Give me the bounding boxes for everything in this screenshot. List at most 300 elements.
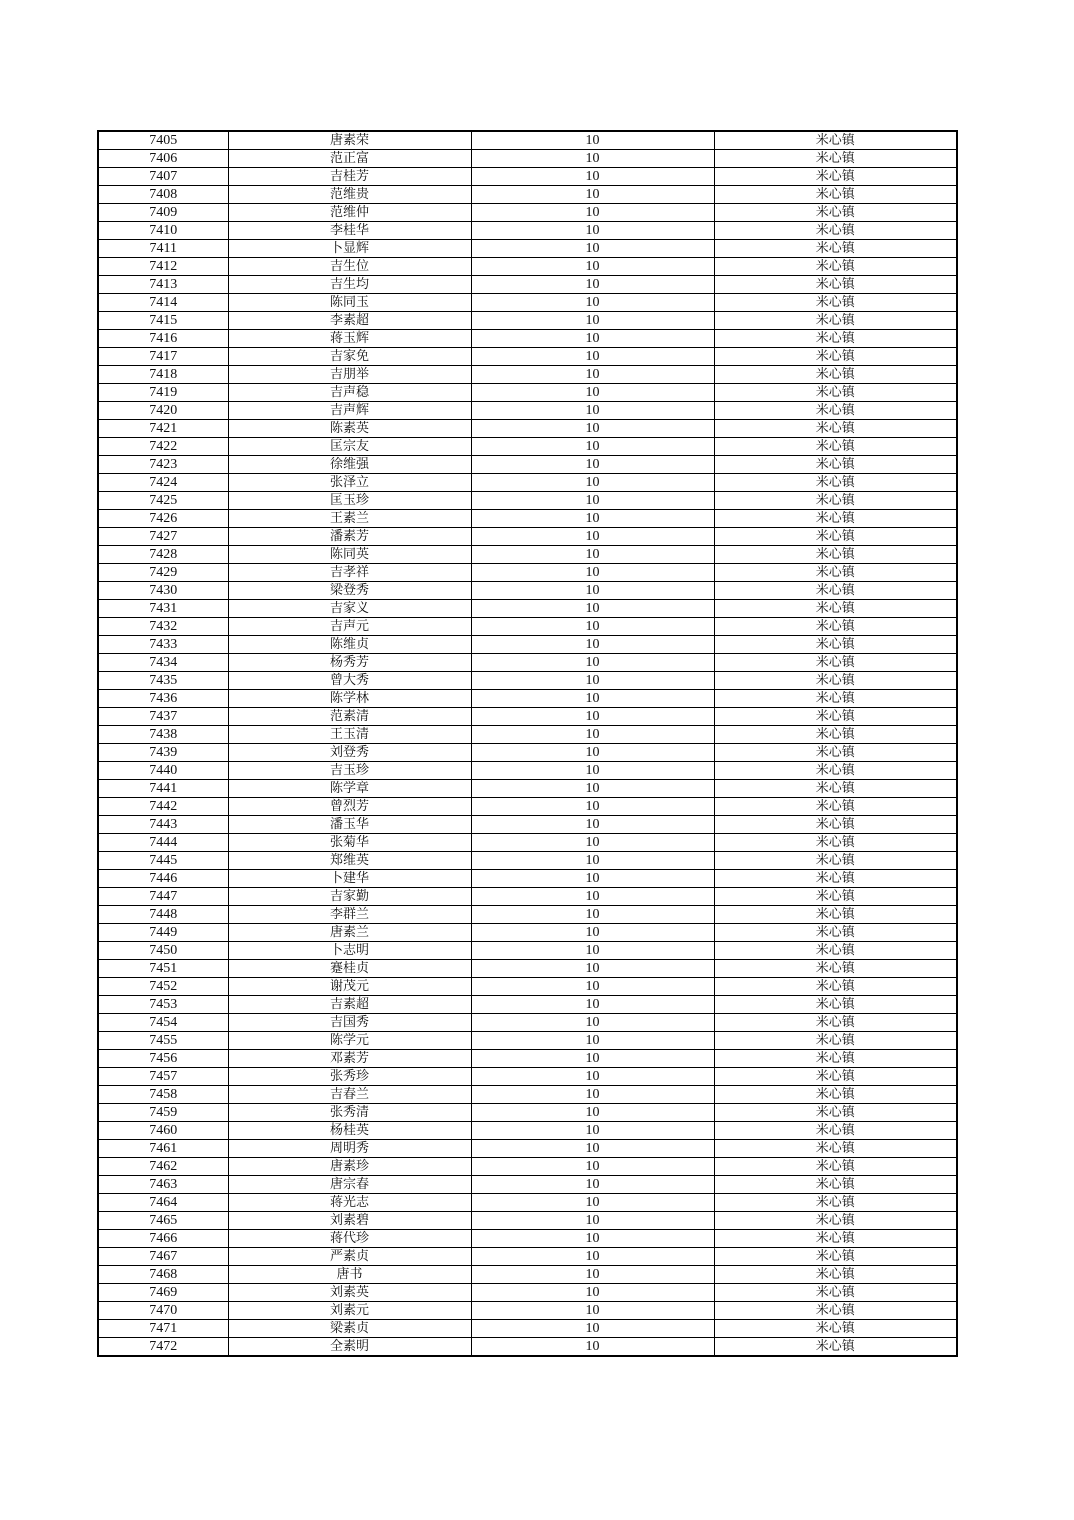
town-cell: 米心镇 (714, 762, 957, 780)
table-row (98, 888, 957, 906)
row-number-cell: 7435 (98, 672, 228, 690)
row-number-cell: 7433 (98, 636, 228, 654)
roster-table-body (98, 131, 957, 1356)
town-cell: 米心镇 (714, 672, 957, 690)
name-cell: 卜建华 (228, 870, 471, 888)
row-number-cell: 7416 (98, 330, 228, 348)
amount-cell: 10 (471, 528, 714, 546)
row-number-cell: 7422 (98, 438, 228, 456)
amount-cell: 10 (471, 258, 714, 276)
row-number-cell: 7440 (98, 762, 228, 780)
town-cell: 米心镇 (714, 258, 957, 276)
town-cell: 米心镇 (714, 1266, 957, 1284)
table-row (98, 1284, 957, 1302)
amount-cell: 10 (471, 366, 714, 384)
name-cell: 杨秀芳 (228, 654, 471, 672)
amount-cell: 10 (471, 852, 714, 870)
row-number-cell: 7463 (98, 1176, 228, 1194)
name-cell: 陈学林 (228, 690, 471, 708)
name-cell: 吉孝祥 (228, 564, 471, 582)
row-number-cell: 7408 (98, 186, 228, 204)
row-number-cell: 7449 (98, 924, 228, 942)
table-row (98, 1014, 957, 1032)
table-row (98, 492, 957, 510)
name-cell: 吉素超 (228, 996, 471, 1014)
row-number-cell: 7469 (98, 1284, 228, 1302)
table-row (98, 960, 957, 978)
amount-cell: 10 (471, 978, 714, 996)
name-cell: 范维仲 (228, 204, 471, 222)
table-row (98, 852, 957, 870)
amount-cell: 10 (471, 618, 714, 636)
amount-cell: 10 (471, 744, 714, 762)
row-number-cell: 7453 (98, 996, 228, 1014)
roster-table (97, 130, 958, 1357)
town-cell: 米心镇 (714, 402, 957, 420)
name-cell: 蹇桂贞 (228, 960, 471, 978)
name-cell: 杨桂英 (228, 1122, 471, 1140)
table-row (98, 600, 957, 618)
town-cell: 米心镇 (714, 834, 957, 852)
town-cell: 米心镇 (714, 1104, 957, 1122)
amount-cell: 10 (471, 312, 714, 330)
town-cell: 米心镇 (714, 528, 957, 546)
amount-cell: 10 (471, 276, 714, 294)
town-cell: 米心镇 (714, 744, 957, 762)
table-row (98, 1320, 957, 1338)
town-cell: 米心镇 (714, 600, 957, 618)
table-row (98, 1050, 957, 1068)
amount-cell: 10 (471, 690, 714, 708)
amount-cell: 10 (471, 906, 714, 924)
name-cell: 范正富 (228, 150, 471, 168)
name-cell: 吉家勤 (228, 888, 471, 906)
row-number-cell: 7448 (98, 906, 228, 924)
row-number-cell: 7439 (98, 744, 228, 762)
amount-cell: 10 (471, 474, 714, 492)
town-cell: 米心镇 (714, 888, 957, 906)
row-number-cell: 7427 (98, 528, 228, 546)
name-cell: 吉玉珍 (228, 762, 471, 780)
amount-cell: 10 (471, 1140, 714, 1158)
row-number-cell: 7431 (98, 600, 228, 618)
table-row (98, 1194, 957, 1212)
row-number-cell: 7456 (98, 1050, 228, 1068)
amount-cell: 10 (471, 564, 714, 582)
name-cell: 郑维英 (228, 852, 471, 870)
town-cell: 米心镇 (714, 1338, 957, 1357)
amount-cell: 10 (471, 1104, 714, 1122)
table-row (98, 348, 957, 366)
name-cell: 刘登秀 (228, 744, 471, 762)
name-cell: 刘素英 (228, 1284, 471, 1302)
name-cell: 张秀清 (228, 1104, 471, 1122)
amount-cell: 10 (471, 1338, 714, 1357)
town-cell: 米心镇 (714, 168, 957, 186)
table-row (98, 924, 957, 942)
town-cell: 米心镇 (714, 131, 957, 150)
amount-cell: 10 (471, 204, 714, 222)
table-row (98, 1104, 957, 1122)
amount-cell: 10 (471, 294, 714, 312)
row-number-cell: 7425 (98, 492, 228, 510)
name-cell: 吉声元 (228, 618, 471, 636)
row-number-cell: 7429 (98, 564, 228, 582)
town-cell: 米心镇 (714, 510, 957, 528)
town-cell: 米心镇 (714, 240, 957, 258)
name-cell: 王玉清 (228, 726, 471, 744)
name-cell: 谢茂元 (228, 978, 471, 996)
town-cell: 米心镇 (714, 1320, 957, 1338)
amount-cell: 10 (471, 1068, 714, 1086)
row-number-cell: 7436 (98, 690, 228, 708)
town-cell: 米心镇 (714, 1248, 957, 1266)
amount-cell: 10 (471, 1248, 714, 1266)
table-row (98, 384, 957, 402)
town-cell: 米心镇 (714, 438, 957, 456)
amount-cell: 10 (471, 420, 714, 438)
amount-cell: 10 (471, 996, 714, 1014)
table-row (98, 186, 957, 204)
amount-cell: 10 (471, 870, 714, 888)
town-cell: 米心镇 (714, 276, 957, 294)
name-cell: 全素明 (228, 1338, 471, 1357)
town-cell: 米心镇 (714, 546, 957, 564)
table-row (98, 690, 957, 708)
table-row (98, 762, 957, 780)
row-number-cell: 7428 (98, 546, 228, 564)
name-cell: 范素清 (228, 708, 471, 726)
row-number-cell: 7462 (98, 1158, 228, 1176)
name-cell: 唐素珍 (228, 1158, 471, 1176)
town-cell: 米心镇 (714, 1050, 957, 1068)
row-number-cell: 7468 (98, 1266, 228, 1284)
amount-cell: 10 (471, 960, 714, 978)
name-cell: 陈学元 (228, 1032, 471, 1050)
town-cell: 米心镇 (714, 1014, 957, 1032)
name-cell: 唐素荣 (228, 131, 471, 150)
amount-cell: 10 (471, 1086, 714, 1104)
name-cell: 吉朋举 (228, 366, 471, 384)
name-cell: 吉家义 (228, 600, 471, 618)
table-row (98, 1266, 957, 1284)
row-number-cell: 7472 (98, 1338, 228, 1357)
table-row (98, 834, 957, 852)
town-cell: 米心镇 (714, 798, 957, 816)
town-cell: 米心镇 (714, 726, 957, 744)
row-number-cell: 7451 (98, 960, 228, 978)
row-number-cell: 7443 (98, 816, 228, 834)
town-cell: 米心镇 (714, 690, 957, 708)
table-row (98, 510, 957, 528)
table-row (98, 780, 957, 798)
town-cell: 米心镇 (714, 816, 957, 834)
town-cell: 米心镇 (714, 348, 957, 366)
town-cell: 米心镇 (714, 924, 957, 942)
row-number-cell: 7419 (98, 384, 228, 402)
amount-cell: 10 (471, 1050, 714, 1068)
amount-cell: 10 (471, 1320, 714, 1338)
table-row (98, 1176, 957, 1194)
amount-cell: 10 (471, 672, 714, 690)
row-number-cell: 7444 (98, 834, 228, 852)
amount-cell: 10 (471, 222, 714, 240)
table-row (98, 708, 957, 726)
amount-cell: 10 (471, 816, 714, 834)
town-cell: 米心镇 (714, 1212, 957, 1230)
table-row (98, 564, 957, 582)
row-number-cell: 7442 (98, 798, 228, 816)
table-row (98, 420, 957, 438)
town-cell: 米心镇 (714, 1140, 957, 1158)
town-cell: 米心镇 (714, 1032, 957, 1050)
table-row (98, 726, 957, 744)
table-row (98, 942, 957, 960)
town-cell: 米心镇 (714, 384, 957, 402)
row-number-cell: 7466 (98, 1230, 228, 1248)
name-cell: 张菊华 (228, 834, 471, 852)
table-row (98, 618, 957, 636)
town-cell: 米心镇 (714, 654, 957, 672)
name-cell: 唐宗春 (228, 1176, 471, 1194)
town-cell: 米心镇 (714, 294, 957, 312)
table-row (98, 276, 957, 294)
amount-cell: 10 (471, 924, 714, 942)
row-number-cell: 7458 (98, 1086, 228, 1104)
amount-cell: 10 (471, 582, 714, 600)
table-row (98, 1140, 957, 1158)
name-cell: 徐维强 (228, 456, 471, 474)
town-cell: 米心镇 (714, 1086, 957, 1104)
town-cell: 米心镇 (714, 1194, 957, 1212)
table-row (98, 870, 957, 888)
table-row (98, 744, 957, 762)
row-number-cell: 7445 (98, 852, 228, 870)
row-number-cell: 7467 (98, 1248, 228, 1266)
amount-cell: 10 (471, 186, 714, 204)
amount-cell: 10 (471, 780, 714, 798)
row-number-cell: 7446 (98, 870, 228, 888)
amount-cell: 10 (471, 1176, 714, 1194)
table-row (98, 1248, 957, 1266)
row-number-cell: 7418 (98, 366, 228, 384)
row-number-cell: 7452 (98, 978, 228, 996)
table-row (98, 240, 957, 258)
name-cell: 吉生均 (228, 276, 471, 294)
table-row (98, 1032, 957, 1050)
amount-cell: 10 (471, 240, 714, 258)
table-row (98, 131, 957, 150)
row-number-cell: 7413 (98, 276, 228, 294)
town-cell: 米心镇 (714, 366, 957, 384)
town-cell: 米心镇 (714, 978, 957, 996)
table-row (98, 474, 957, 492)
name-cell: 匡宗友 (228, 438, 471, 456)
amount-cell: 10 (471, 402, 714, 420)
amount-cell: 10 (471, 1302, 714, 1320)
row-number-cell: 7414 (98, 294, 228, 312)
row-number-cell: 7464 (98, 1194, 228, 1212)
town-cell: 米心镇 (714, 1284, 957, 1302)
town-cell: 米心镇 (714, 708, 957, 726)
amount-cell: 10 (471, 1194, 714, 1212)
name-cell: 刘素碧 (228, 1212, 471, 1230)
town-cell: 米心镇 (714, 222, 957, 240)
town-cell: 米心镇 (714, 870, 957, 888)
amount-cell: 10 (471, 654, 714, 672)
name-cell: 吉国秀 (228, 1014, 471, 1032)
amount-cell: 10 (471, 150, 714, 168)
amount-cell: 10 (471, 546, 714, 564)
table-row (98, 798, 957, 816)
amount-cell: 10 (471, 726, 714, 744)
town-cell: 米心镇 (714, 1176, 957, 1194)
town-cell: 米心镇 (714, 204, 957, 222)
name-cell: 唐素兰 (228, 924, 471, 942)
row-number-cell: 7421 (98, 420, 228, 438)
amount-cell: 10 (471, 510, 714, 528)
town-cell: 米心镇 (714, 1302, 957, 1320)
name-cell: 刘素元 (228, 1302, 471, 1320)
table-row (98, 168, 957, 186)
row-number-cell: 7407 (98, 168, 228, 186)
amount-cell: 10 (471, 1014, 714, 1032)
town-cell: 米心镇 (714, 150, 957, 168)
table-row (98, 222, 957, 240)
name-cell: 张秀珍 (228, 1068, 471, 1086)
table-row (98, 150, 957, 168)
town-cell: 米心镇 (714, 474, 957, 492)
amount-cell: 10 (471, 834, 714, 852)
table-row (98, 294, 957, 312)
name-cell: 梁登秀 (228, 582, 471, 600)
table-row (98, 582, 957, 600)
row-number-cell: 7450 (98, 942, 228, 960)
name-cell: 匡玉珍 (228, 492, 471, 510)
town-cell: 米心镇 (714, 906, 957, 924)
row-number-cell: 7457 (98, 1068, 228, 1086)
table-row (98, 456, 957, 474)
name-cell: 吉声辉 (228, 402, 471, 420)
name-cell: 李群兰 (228, 906, 471, 924)
name-cell: 蒋光志 (228, 1194, 471, 1212)
row-number-cell: 7438 (98, 726, 228, 744)
amount-cell: 10 (471, 1284, 714, 1302)
town-cell: 米心镇 (714, 942, 957, 960)
table-row (98, 438, 957, 456)
table-row (98, 906, 957, 924)
row-number-cell: 7423 (98, 456, 228, 474)
name-cell: 蒋代珍 (228, 1230, 471, 1248)
table-row (98, 1212, 957, 1230)
table-row (98, 1068, 957, 1086)
town-cell: 米心镇 (714, 636, 957, 654)
table-row (98, 1230, 957, 1248)
table-row (98, 402, 957, 420)
town-cell: 米心镇 (714, 564, 957, 582)
amount-cell: 10 (471, 1212, 714, 1230)
amount-cell: 10 (471, 1122, 714, 1140)
town-cell: 米心镇 (714, 492, 957, 510)
amount-cell: 10 (471, 168, 714, 186)
row-number-cell: 7411 (98, 240, 228, 258)
row-number-cell: 7441 (98, 780, 228, 798)
amount-cell: 10 (471, 1032, 714, 1050)
name-cell: 吉春兰 (228, 1086, 471, 1104)
row-number-cell: 7420 (98, 402, 228, 420)
name-cell: 周明秀 (228, 1140, 471, 1158)
row-number-cell: 7470 (98, 1302, 228, 1320)
name-cell: 张泽立 (228, 474, 471, 492)
row-number-cell: 7430 (98, 582, 228, 600)
row-number-cell: 7454 (98, 1014, 228, 1032)
name-cell: 曾烈芳 (228, 798, 471, 816)
amount-cell: 10 (471, 456, 714, 474)
table-row (98, 204, 957, 222)
name-cell: 曾大秀 (228, 672, 471, 690)
name-cell: 李素超 (228, 312, 471, 330)
amount-cell: 10 (471, 438, 714, 456)
name-cell: 潘素芳 (228, 528, 471, 546)
name-cell: 吉生位 (228, 258, 471, 276)
name-cell: 梁素贞 (228, 1320, 471, 1338)
name-cell: 吉家免 (228, 348, 471, 366)
table-row (98, 636, 957, 654)
row-number-cell: 7410 (98, 222, 228, 240)
town-cell: 米心镇 (714, 618, 957, 636)
table-row (98, 258, 957, 276)
amount-cell: 10 (471, 600, 714, 618)
name-cell: 严素贞 (228, 1248, 471, 1266)
amount-cell: 10 (471, 888, 714, 906)
row-number-cell: 7432 (98, 618, 228, 636)
town-cell: 米心镇 (714, 1230, 957, 1248)
row-number-cell: 7447 (98, 888, 228, 906)
amount-cell: 10 (471, 1158, 714, 1176)
town-cell: 米心镇 (714, 186, 957, 204)
name-cell: 卜志明 (228, 942, 471, 960)
table-row (98, 1338, 957, 1357)
amount-cell: 10 (471, 348, 714, 366)
table-row (98, 528, 957, 546)
table-row (98, 978, 957, 996)
name-cell: 陈同玉 (228, 294, 471, 312)
amount-cell: 10 (471, 942, 714, 960)
name-cell: 陈学章 (228, 780, 471, 798)
town-cell: 米心镇 (714, 312, 957, 330)
row-number-cell: 7434 (98, 654, 228, 672)
table-row (98, 654, 957, 672)
amount-cell: 10 (471, 330, 714, 348)
name-cell: 卜显辉 (228, 240, 471, 258)
amount-cell: 10 (471, 131, 714, 150)
town-cell: 米心镇 (714, 780, 957, 798)
row-number-cell: 7405 (98, 131, 228, 150)
row-number-cell: 7465 (98, 1212, 228, 1230)
name-cell: 吉桂芳 (228, 168, 471, 186)
name-cell: 王素兰 (228, 510, 471, 528)
name-cell: 唐书 (228, 1266, 471, 1284)
row-number-cell: 7424 (98, 474, 228, 492)
name-cell: 蒋玉辉 (228, 330, 471, 348)
table-row (98, 816, 957, 834)
table-row (98, 996, 957, 1014)
row-number-cell: 7460 (98, 1122, 228, 1140)
amount-cell: 10 (471, 384, 714, 402)
row-number-cell: 7415 (98, 312, 228, 330)
amount-cell: 10 (471, 708, 714, 726)
town-cell: 米心镇 (714, 996, 957, 1014)
